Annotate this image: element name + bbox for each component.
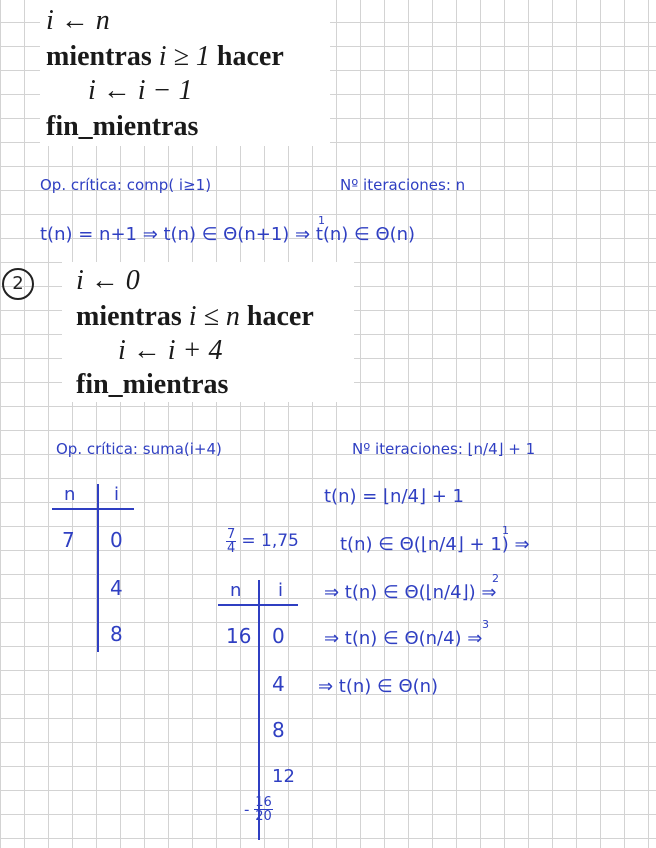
seven-quarter-calc (226, 528, 299, 555)
exercise-number-circle: 2 (2, 268, 34, 300)
table2-i-value: 12 (272, 766, 295, 787)
op-critica-2: Op. crítica: suma(i+4) (56, 440, 222, 458)
iteraciones-2: Nº iteraciones: ⌊n/4⌋ + 1 (352, 440, 536, 458)
algo1-line-decrement: i ← i − 1 (88, 75, 193, 106)
table1-i-value: 4 (110, 576, 123, 600)
seven-quarter-result: = 1,75 (241, 531, 299, 551)
table2-n-value: 16 (226, 624, 252, 648)
op-critica-1: Op. crítica: comp( i≥1) (40, 176, 212, 194)
algo2-line-end: fin_mientras (76, 369, 229, 400)
iteraciones-1: Nº iteraciones: n (340, 176, 466, 194)
last-fraction-bottom: 20 (255, 809, 272, 824)
t-line-3: ⇒ t(n) ∈ Θ(⌊n/4⌋) ⇒ (324, 582, 497, 603)
table1-n-value: 7 (62, 528, 75, 552)
algorithm-1-block (40, 0, 330, 146)
seven-quarter-fraction (226, 528, 236, 555)
t-line-5: ⇒ t(n) ∈ Θ(n) (318, 676, 439, 697)
step-label-3: 3 (482, 618, 489, 631)
table2-i-value-last: - $\frac{16}{20}$ (244, 795, 272, 824)
t-line-4: ⇒ t(n) ∈ Θ(n/4) ⇒ (324, 628, 483, 649)
table1-header-n: n (64, 484, 76, 505)
table1-horizontal-rule (52, 508, 134, 510)
algo2-line-assign: i ← 0 (76, 265, 140, 296)
algo2-while-condition: i ≤ n (188, 301, 240, 332)
algo1-do-keyword: hacer (216, 41, 284, 72)
t-line-2: t(n) ∈ Θ(⌊n/4⌋ + 1) ⇒ (340, 534, 530, 555)
table2-header-i: i (278, 580, 284, 601)
last-fraction (254, 796, 273, 823)
fraction-numerator: 7 (227, 527, 236, 542)
table1-vertical-rule (97, 484, 99, 652)
step-label-2: 2 (492, 572, 499, 585)
algorithm-2-block (62, 262, 354, 402)
algo1-line-end: fin_mientras (46, 111, 199, 142)
table1-i-value: 8 (110, 622, 123, 646)
algo1-while-condition: i ≥ 1 (158, 41, 210, 72)
t-formula-1: t(n) = n+1 ⇒ t(n) ∈ Θ(n+1) ⇒ t(n) ∈ Θ(n) (40, 224, 416, 245)
algo1-while-keyword: mientras (46, 41, 152, 72)
algo1-line-assign: i ← n (46, 5, 110, 36)
t-line-1: t(n) = ⌊n/4⌋ + 1 (324, 486, 464, 507)
t-step-1: 1 (318, 214, 325, 227)
table2-i-value: 4 (272, 672, 285, 696)
algo2-while-keyword: mientras (76, 301, 182, 332)
algo2-line-increment: i ← i + 4 (118, 335, 223, 366)
algo1-line-while (46, 40, 284, 74)
table2-i-value: 0 (272, 624, 285, 648)
table2-i-value: 8 (272, 718, 285, 742)
fraction-denominator: 4 (227, 541, 236, 556)
algo2-do-keyword: hacer (246, 301, 314, 332)
step-label-1: 1 (502, 524, 509, 537)
table1-header-i: i (114, 484, 120, 505)
algo2-line-while (76, 300, 314, 334)
last-fraction-top: 16 (255, 795, 272, 810)
table1-i-value: 0 (110, 528, 123, 552)
table2-header-n: n (230, 580, 242, 601)
